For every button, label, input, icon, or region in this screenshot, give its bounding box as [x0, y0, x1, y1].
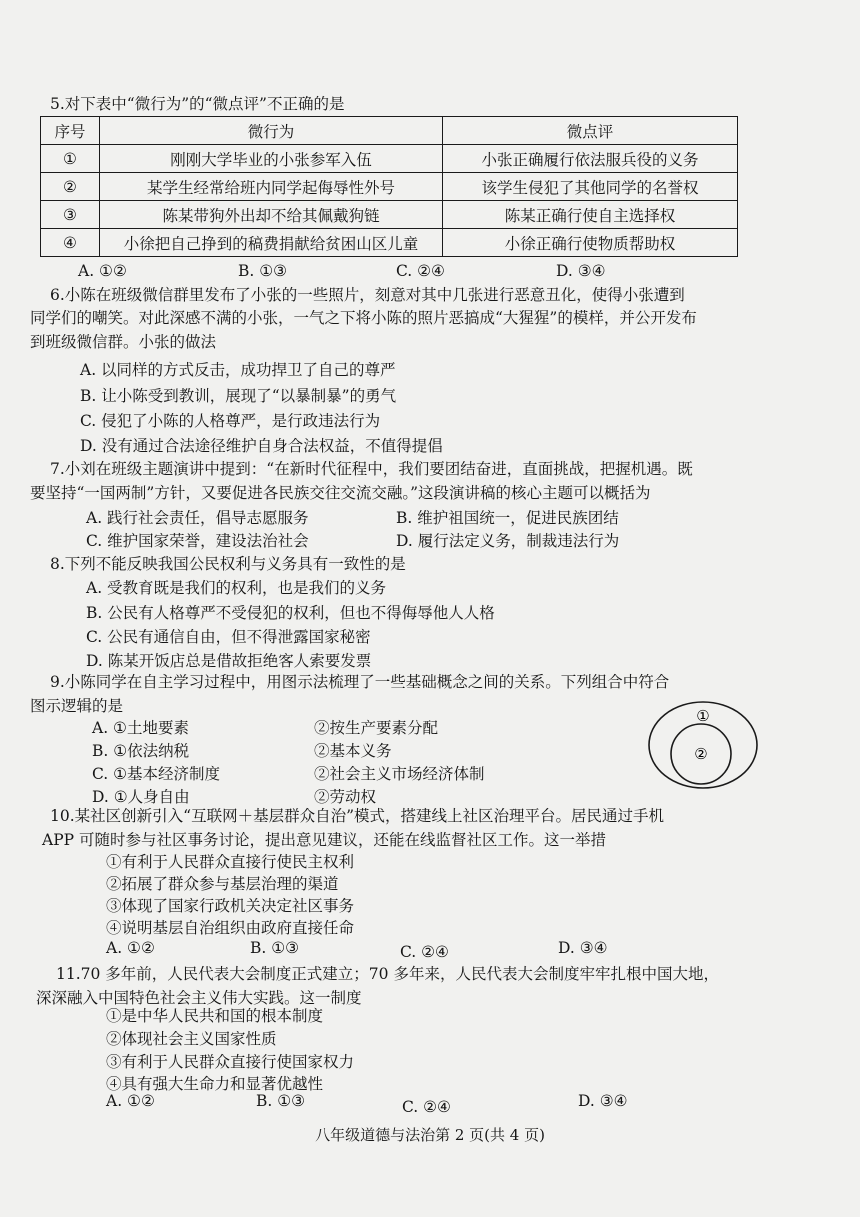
q6-stem-line: 6.小陈在班级微信群里发布了小张的一些照片，刻意对其中几张进行恶意丑化，使得小张遭到 [50, 286, 685, 304]
q10-option-c[interactable]: C. ②④ [400, 943, 449, 961]
q10-option-b[interactable]: B. ①③ [250, 939, 300, 957]
table-cell: 陈某正确行使自主选择权 [443, 201, 738, 229]
inner-label: ② [694, 745, 708, 763]
table-cell: 某学生经常给班内同学起侮辱性外号 [100, 173, 443, 201]
q11-statement: ②体现社会主义国家性质 [106, 1030, 277, 1048]
q5-option-d[interactable]: D. ③④ [556, 262, 606, 280]
table-cell: ③ [41, 201, 100, 229]
q6-option-a[interactable]: A. 以同样的方式反击，成功捍卫了自己的尊严 [80, 361, 396, 379]
q8-option-b[interactable]: B. 公民有人格尊严不受侵犯的权利，但也不得侮辱他人人格 [86, 604, 495, 622]
q6-stem-line: 同学们的嘲笑。对此深感不满的小张，一气之下将小陈的照片恶搞成“大猩猩”的模样，并公开发布 [30, 309, 697, 327]
q9-option-a[interactable]: A. ①土地要素 [92, 719, 189, 737]
table-cell: ② [41, 173, 100, 201]
q5-stem: 5.对下表中“微行为”的“微点评”不正确的是 [50, 95, 345, 113]
q6-option-d[interactable]: D. 没有通过合法途径维护自身合法权益，不值得提倡 [80, 437, 443, 455]
q9-option-d-pair: ②劳动权 [314, 788, 377, 806]
q10-stem-line: 10.某社区创新引入“互联网＋基层群众自治”模式，搭建线上社区治理平台。居民通过手机 [50, 807, 665, 825]
table-cell: 陈某带狗外出却不给其佩戴狗链 [100, 201, 443, 229]
q10-statement: ③体现了国家行政机关决定社区事务 [106, 897, 355, 915]
q7-option-d[interactable]: D. 履行法定义务，制裁违法行为 [396, 532, 620, 550]
q8-option-d[interactable]: D. 陈某开饭店总是借故拒绝客人索要发票 [86, 652, 372, 670]
q7-option-c[interactable]: C. 维护国家荣誉，建设法治社会 [86, 532, 309, 550]
table-cell: 刚刚大学毕业的小张参军入伍 [100, 145, 443, 173]
table-header: 微行为 [100, 117, 443, 145]
q5-option-b[interactable]: B. ①③ [238, 262, 288, 280]
q11-statement: ①是中华人民共和国的根本制度 [106, 1007, 324, 1025]
table-cell: 小徐把自己挣到的稿费捐献给贫困山区儿童 [100, 229, 443, 257]
q11-statement: ③有利于人民群众直接行使国家权力 [106, 1053, 355, 1071]
q11-statement: ④具有强大生命力和显著优越性 [106, 1075, 324, 1093]
q6-option-c[interactable]: C. 侵犯了小陈的人格尊严，是行政违法行为 [80, 412, 381, 430]
q11-stem-line: 深深融入中国特色社会主义伟大实践。这一制度 [36, 989, 362, 1007]
table-cell: ① [41, 145, 100, 173]
q11-option-c[interactable]: C. ②④ [402, 1098, 451, 1116]
q9-stem-line: 图示逻辑的是 [30, 697, 124, 715]
table-row [41, 145, 738, 173]
table-header: 序号 [41, 117, 100, 145]
q10-option-a[interactable]: A. ①② [106, 939, 155, 957]
q8-option-a[interactable]: A. 受教育既是我们的权利，也是我们的义务 [86, 579, 387, 597]
table-row [41, 201, 738, 229]
q8-stem: 8.下列不能反映我国公民权利与义务具有一致性的是 [50, 555, 406, 573]
q11-option-d[interactable]: D. ③④ [578, 1092, 628, 1110]
q6-stem-line: 到班级微信群。小张的做法 [30, 333, 217, 351]
q11-option-a[interactable]: A. ①② [106, 1092, 155, 1110]
table-cell: ④ [41, 229, 100, 257]
q10-statement: ②拓展了群众参与基层治理的渠道 [106, 875, 339, 893]
table-cell: 小徐正确行使物质帮助权 [443, 229, 738, 257]
micro-behavior-table [40, 116, 738, 257]
q9-option-c-pair: ②社会主义市场经济体制 [314, 765, 485, 783]
q9-option-d[interactable]: D. ①人身自由 [92, 788, 190, 806]
q9-option-b[interactable]: B. ①依法纳税 [92, 742, 190, 760]
q9-option-c[interactable]: C. ①基本经济制度 [92, 765, 221, 783]
q7-option-b[interactable]: B. 维护祖国统一，促进民族团结 [396, 509, 619, 527]
q8-option-c[interactable]: C. 公民有通信自由，但不得泄露国家秘密 [86, 628, 371, 646]
q10-option-d[interactable]: D. ③④ [558, 939, 608, 957]
table-row [41, 173, 738, 201]
page-footer: 八年级道德与法治第 2 页(共 4 页) [315, 1126, 545, 1144]
venn-diagram [646, 700, 760, 790]
q9-option-b-pair: ②基本义务 [314, 742, 392, 760]
q11-option-b[interactable]: B. ①③ [256, 1092, 306, 1110]
table-cell: 小张正确履行依法服兵役的义务 [443, 145, 738, 173]
q10-statement: ④说明基层自治组织由政府直接任命 [106, 919, 355, 937]
table-header: 微点评 [443, 117, 738, 145]
q7-stem-line: 要坚持“一国两制”方针，又要促进各民族交往交流交融。”这段演讲稿的核心主题可以概括为 [30, 484, 651, 502]
q11-stem-line: 11.70 多年前，人民代表大会制度正式建立；70 多年来，人民代表大会制度牢牢扎根中国大地， [56, 965, 719, 983]
q9-option-a-pair: ②按生产要素分配 [314, 719, 439, 737]
table-header-row [41, 117, 738, 145]
q10-stem-line: APP 可随时参与社区事务讨论，提出意见建议，还能在线监督社区工作。这一举措 [42, 831, 606, 849]
q7-stem-line: 7.小刘在班级主题演讲中提到：“在新时代征程中，我们要团结奋进，直面挑战，把握机遇。既 [50, 460, 693, 478]
q5-option-a[interactable]: A. ①② [78, 262, 127, 280]
q10-statement: ①有利于人民群众直接行使民主权利 [106, 853, 355, 871]
q7-option-a[interactable]: A. 践行社会责任，倡导志愿服务 [86, 509, 309, 527]
q9-stem-line: 9.小陈同学在自主学习过程中，用图示法梳理了一些基础概念之间的关系。下列组合中符合 [50, 673, 670, 691]
table-row [41, 229, 738, 257]
q6-option-b[interactable]: B. 让小陈受到教训，展现了“以暴制暴”的勇气 [80, 387, 397, 405]
table-cell: 该学生侵犯了其他同学的名誉权 [443, 173, 738, 201]
q5-option-c[interactable]: C. ②④ [396, 262, 445, 280]
outer-label: ① [696, 707, 710, 725]
